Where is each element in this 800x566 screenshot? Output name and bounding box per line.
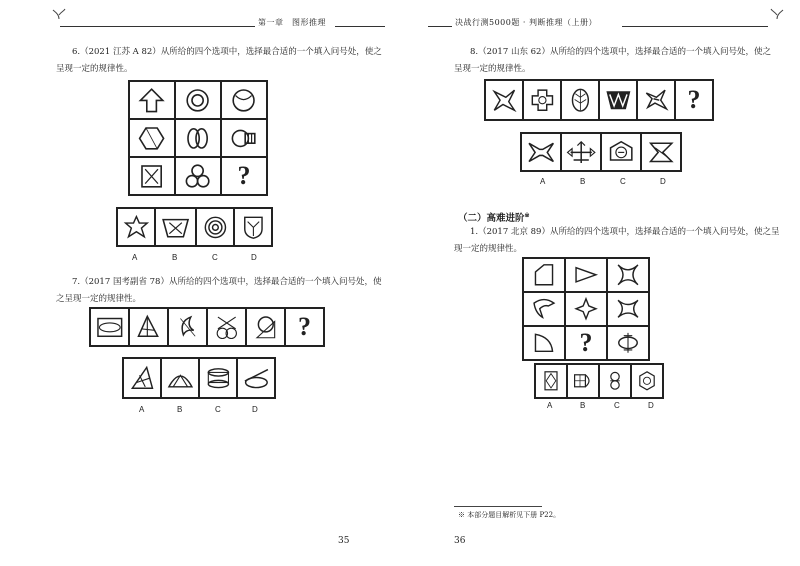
header-rule-left-end	[335, 26, 385, 27]
q8-label-a: A	[540, 177, 546, 186]
q7-item-3	[168, 308, 207, 346]
q8-option-d[interactable]	[641, 133, 681, 171]
header-rule-right-start	[428, 26, 452, 27]
q7-item-1	[90, 308, 129, 346]
q1-cell-5	[565, 292, 607, 326]
slash-oval-shape	[242, 363, 271, 393]
bird-shape	[642, 85, 671, 115]
q1-option-c[interactable]	[599, 364, 631, 398]
q6-cell-circles	[175, 81, 221, 119]
q7-options	[122, 357, 276, 399]
q7-label-b: B	[177, 405, 183, 414]
quad-shape	[528, 262, 560, 288]
triangle-flag-shape	[134, 313, 164, 342]
page-number-right: 36	[454, 536, 466, 546]
q7-item-2	[129, 308, 168, 346]
header-left-title: 第一章 图形推理	[258, 18, 326, 27]
q6-option-c[interactable]	[196, 208, 234, 246]
q8-label-c: C	[620, 177, 626, 186]
q8-item-question	[675, 80, 713, 120]
q6-grid	[128, 80, 268, 196]
q6-cell-hexagon	[129, 119, 175, 157]
header-right-title: 决战行测5000题 · 判断推理（上册）	[455, 18, 597, 27]
section-title	[458, 210, 530, 224]
plug-shape	[226, 124, 261, 153]
q7-item-4	[207, 308, 246, 346]
footnote-rule	[454, 506, 542, 507]
q7-sequence	[89, 307, 325, 347]
q8-item-4	[599, 80, 637, 120]
q8-text-line1: 8.（2017 山东 62）从所给的四个选项中，选择最合适的一个填入问号处，使之	[470, 47, 771, 57]
arch-shape	[166, 363, 195, 393]
q1-option-b[interactable]	[567, 364, 599, 398]
q7-option-a[interactable]	[123, 358, 161, 398]
q7-label-d: D	[252, 405, 258, 414]
crown-shape	[604, 85, 633, 115]
hexagon-circle-shape	[635, 368, 659, 394]
q1-text-line2: 现一定的规律性。	[454, 244, 523, 254]
rect-diamond-shape	[539, 368, 563, 394]
q7-label-a: A	[139, 405, 145, 414]
q1-grid	[522, 257, 650, 361]
q6-label-b: B	[172, 253, 178, 262]
q6-option-b[interactable]	[155, 208, 196, 246]
four-point-star-shape	[570, 296, 602, 322]
question-mark: ?	[687, 85, 701, 114]
concentric-circles-shape	[180, 86, 215, 115]
arrow-up-shape	[134, 86, 169, 115]
sprig-icon	[770, 8, 784, 20]
q1-cell-4	[523, 292, 565, 326]
q6-label-d: D	[251, 253, 257, 262]
x-circles-shape	[212, 313, 242, 342]
target-circles-shape	[201, 213, 230, 242]
square-semicircle-shape	[571, 368, 595, 394]
q8-option-c[interactable]	[601, 133, 641, 171]
q6-label-c: C	[212, 253, 218, 262]
q7-option-b[interactable]	[161, 358, 199, 398]
double-oval-shape	[180, 124, 215, 153]
hexagon-shape	[134, 124, 169, 153]
q6-cell-ovals	[175, 119, 221, 157]
stacked-ovals-shape	[204, 363, 233, 393]
zigzag-shape	[646, 138, 676, 167]
leaf-shape	[566, 85, 595, 115]
sail-shape	[128, 363, 157, 393]
shield-y-shape	[239, 213, 268, 242]
q7-text-line2: 之呈现一定的规律性。	[56, 294, 142, 304]
three-circles-shape	[180, 162, 215, 191]
q6-option-a[interactable]	[117, 208, 155, 246]
butterfly-shape	[612, 296, 644, 322]
q8-option-a[interactable]	[521, 133, 561, 171]
q8-item-1	[485, 80, 523, 120]
q1-text-line1: 1.（2017 北京 89）从所给的四个选项中，选择最合适的一个填入问号处，使之呈	[470, 227, 780, 237]
q6-cell-xsquare	[129, 157, 175, 195]
q1-cell-question	[565, 326, 607, 360]
concave-star-shape	[612, 262, 644, 288]
q7-text-line1: 7.（2017 国考副省 78）从所给的四个选项中，选择最合适的一个填入问号处，使	[72, 277, 382, 287]
question-mark: ?	[579, 328, 593, 357]
q7-item-5	[246, 308, 285, 346]
q6-cell-arrow	[129, 81, 175, 119]
q1-cell-3	[607, 258, 649, 292]
q1-label-a: A	[547, 401, 553, 410]
cross-oval-shape	[612, 330, 644, 356]
q1-options	[534, 363, 664, 399]
rect-oval-shape	[95, 313, 125, 342]
question-mark: ?	[237, 161, 251, 190]
question-mark: ?	[298, 312, 311, 341]
q6-options	[116, 207, 273, 247]
q1-option-a[interactable]	[535, 364, 567, 398]
q1-label-b: B	[580, 401, 586, 410]
q6-cell-threecircles	[175, 157, 221, 195]
header-rule-left	[60, 26, 255, 27]
q8-item-5	[637, 80, 675, 120]
q7-label-c: C	[215, 405, 221, 414]
q6-text-line2: 呈现一定的规律性。	[56, 64, 133, 74]
q6-text-line1: 6.（2021 江苏 A 82）从所给的四个选项中，选择最合适的一个填入问号处，使之	[72, 47, 382, 57]
q6-cell-plug	[221, 119, 267, 157]
sprig-icon	[52, 8, 66, 20]
q1-option-d[interactable]	[631, 364, 663, 398]
q6-cell-question	[221, 157, 267, 195]
crossed-square-shape	[134, 162, 169, 191]
triangle-right-shape	[570, 262, 602, 288]
q8-item-3	[561, 80, 599, 120]
q8-option-b[interactable]	[561, 133, 601, 171]
q7-option-d[interactable]	[237, 358, 275, 398]
section-mark: ※	[524, 212, 530, 219]
circle-triangle-shape	[251, 313, 281, 342]
ball-shape	[226, 86, 261, 115]
q1-cell-1	[523, 258, 565, 292]
section-title-text: （二）高难进阶	[458, 213, 525, 224]
pentagon-circle-shape	[606, 138, 636, 167]
q8-item-2	[523, 80, 561, 120]
bowl-cross-shape	[160, 213, 191, 242]
q1-cell-9	[607, 326, 649, 360]
cross-arrows-shape	[566, 138, 596, 167]
q6-cell-ball	[221, 81, 267, 119]
bowtie-shape	[526, 138, 556, 167]
right-page	[400, 0, 800, 566]
q6-label-a: A	[132, 253, 138, 262]
figure-eight-shape	[603, 368, 627, 394]
q7-option-c[interactable]	[199, 358, 237, 398]
q1-cell-2	[565, 258, 607, 292]
q6-option-d[interactable]	[234, 208, 272, 246]
q1-cell-7	[523, 326, 565, 360]
q8-options	[520, 132, 682, 172]
quarter-circle-shape	[528, 330, 560, 356]
q8-label-d: D	[660, 177, 666, 186]
q1-label-c: C	[614, 401, 620, 410]
moon-shape	[173, 313, 203, 342]
q8-sequence	[484, 79, 714, 121]
star-shape	[122, 213, 151, 242]
q1-label-d: D	[648, 401, 654, 410]
fan-shape	[528, 296, 560, 322]
q7-item-question	[285, 308, 324, 346]
cross-circle-shape	[528, 85, 557, 115]
q1-cell-6	[607, 292, 649, 326]
pinwheel-shape	[490, 85, 519, 115]
footnote: ※ 本部分题目解析见下册 P22。	[458, 511, 561, 519]
header-rule-right	[622, 26, 768, 27]
page-number-left: 35	[338, 536, 350, 546]
q8-label-b: B	[580, 177, 586, 186]
q8-text-line2: 呈现一定的规律性。	[454, 64, 531, 74]
